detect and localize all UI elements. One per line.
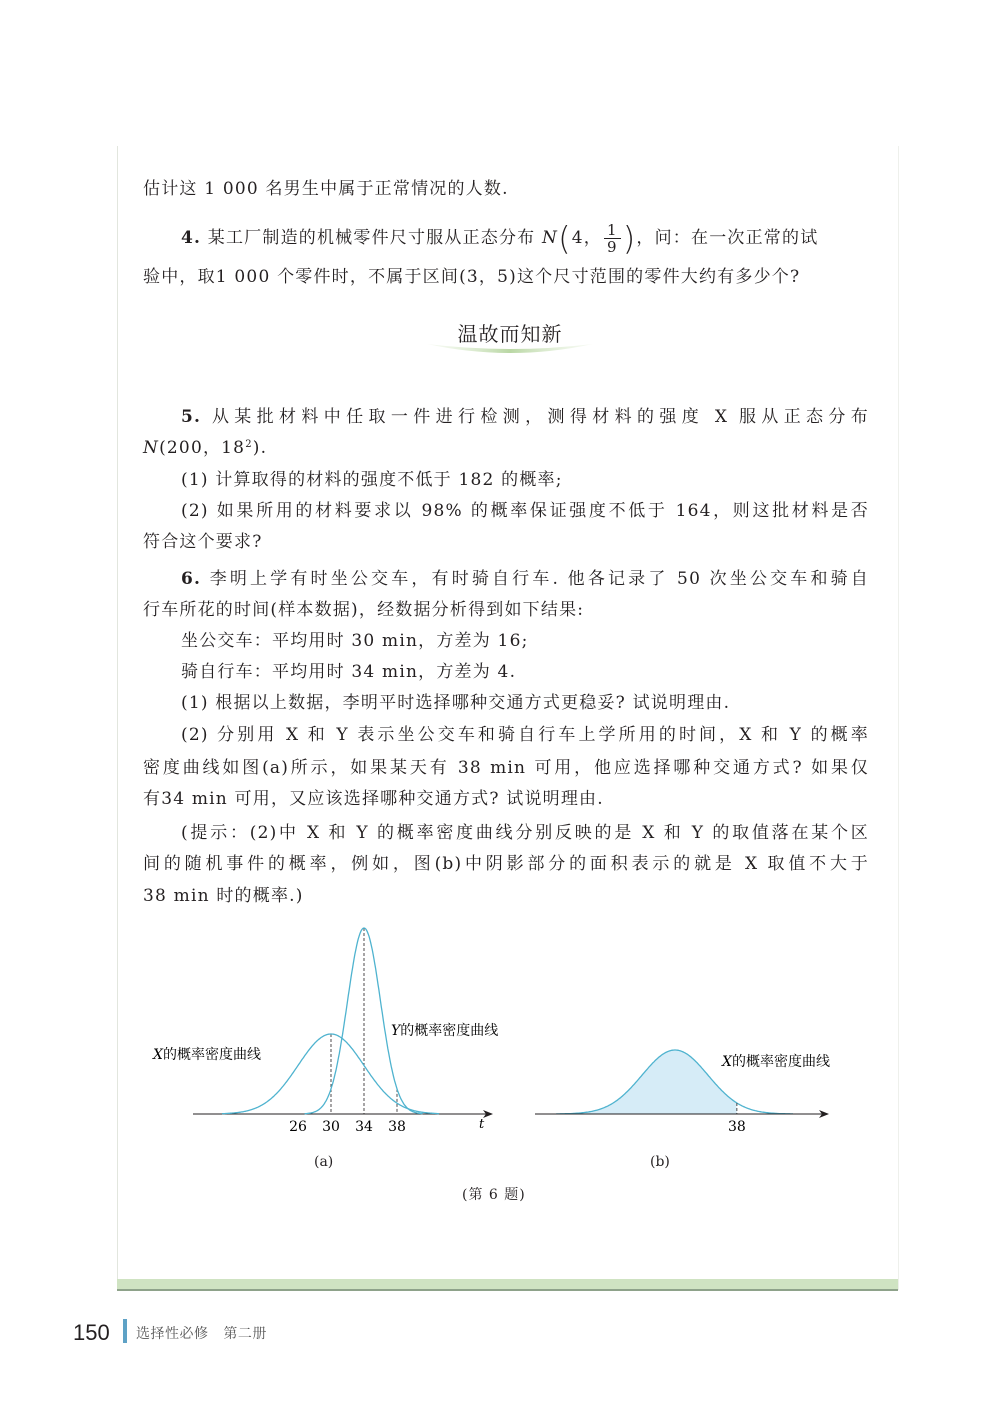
x-curve-label-text-b: 的概率密度曲线 [731, 1054, 830, 1070]
x-curve-label-text: 的概率密度曲线 [162, 1047, 261, 1063]
dist-params: (200，18 [159, 438, 246, 458]
q6-part2-line3: 有34 min 可用，又应该选择哪种交通方式? 试说明理由. [143, 789, 604, 809]
x-var-b: X [722, 1054, 732, 1070]
fraction-denominator: 9 [606, 238, 618, 256]
dist-symbol: N [541, 228, 559, 248]
caption-a: (a) [314, 1154, 334, 1170]
footer-divider [123, 1319, 127, 1343]
question-number: 4. [181, 228, 202, 248]
caption-b: (b) [650, 1154, 670, 1170]
y-var: Y [391, 1023, 401, 1039]
book-series: 选择性必修 [136, 1326, 209, 1342]
exponent: 2 [245, 439, 253, 450]
book-title [136, 1323, 267, 1343]
dist-mean: 4， [571, 228, 602, 248]
axis-label-t: t [479, 1117, 485, 1132]
q6-part2-line2: 密度曲线如图(a)所示，如果某天有 38 min 可用，他应选择哪种交通方式? 如果仅 [143, 758, 869, 778]
question-number: 5. [181, 407, 202, 427]
q6-part1: (1) 根据以上数据，李明平时选择哪种交通方式更稳妥? 试说明理由. [181, 693, 731, 713]
dist-close: ). [252, 438, 268, 458]
question-5 [181, 406, 869, 428]
left-paren: ( [558, 219, 572, 258]
q5-part2-line1: (2) 如果所用的材料要求以 98% 的概率保证强度不低于 164，则这批材料是否 [181, 501, 869, 521]
x-curve-label-b [721, 1053, 830, 1070]
carryover-text: 估计这 1 000 名男生中属于正常情况的人数. [143, 179, 509, 199]
figure-a [140, 915, 510, 1140]
q5-line1: 从某批材料中任取一件进行检测，测得材料的强度 X 服从正态分布 [211, 407, 870, 427]
q4-line2: 验中，取1 000 个零件时，不属于区间(3，5)这个尺寸范围的零件大约有多少个? [143, 267, 801, 287]
q6-line1: 李明上学有时坐公交车，有时骑自行车. 他各记录了 50 次坐公交车和骑自 [209, 569, 869, 589]
tick-label-38-b: 38 [727, 1119, 746, 1135]
tick-label-38: 38 [388, 1119, 406, 1135]
x-var: X [153, 1047, 163, 1063]
q5-part1: (1) 计算取得的材料的强度不低于 182 的概率; [181, 470, 563, 490]
shaded-area [556, 1050, 737, 1114]
fraction-numerator: 1 [604, 222, 621, 239]
page-number: 150 [73, 1320, 110, 1345]
question-number: 6. [181, 569, 202, 589]
y-curve-label-text: 的概率密度曲线 [400, 1023, 499, 1039]
q6-bus: 坐公交车：平均用时 30 min，方差为 16; [181, 631, 529, 651]
box-bottom-bar [117, 1279, 898, 1291]
q6-hint-line3: 38 min 时的概率.) [143, 886, 304, 906]
question-6 [181, 568, 869, 590]
q4-text-b: ，问：在一次正常的试 [636, 228, 819, 248]
right-paren: ) [622, 219, 637, 258]
x-curve-label [152, 1046, 261, 1063]
q6-part2-line1: (2) 分别用 X 和 Y 表示坐公交车和骑自行车上学所用的时间，X 和 Y 的概率 [181, 725, 869, 745]
figure-b [530, 1015, 870, 1140]
question-4 [181, 219, 819, 258]
q6-line2: 行车所花的时间(样本数据)，经数据分析得到如下结果: [143, 600, 585, 620]
q5-part2-line2: 符合这个要求? [143, 532, 263, 552]
tick-label-26: 26 [289, 1119, 307, 1135]
section-title: 温故而知新 [457, 322, 563, 346]
tick-label-30: 30 [322, 1119, 340, 1135]
q6-hint-line2: 间的随机事件的概率，例如，图(b)中阴影部分的面积表示的就是 X 取值不大于 [143, 854, 869, 874]
dist-symbol: N [143, 438, 160, 458]
q6-hint-line1: (提示：(2)中 X 和 Y 的概率密度曲线分别反映的是 X 和 Y 的取值落在某个区 [181, 823, 869, 843]
q5-line2 [143, 437, 267, 459]
fraction [604, 222, 621, 255]
y-curve-label [391, 1022, 498, 1039]
book-volume: 第二册 [223, 1326, 267, 1342]
figure-caption: (第 6 题) [462, 1187, 526, 1203]
q4-text-a: 某工厂制造的机械零件尺寸服从正态分布 [207, 228, 536, 248]
q6-bike: 骑自行车：平均用时 34 min，方差为 4. [181, 662, 517, 682]
tick-label-34: 34 [355, 1119, 373, 1135]
